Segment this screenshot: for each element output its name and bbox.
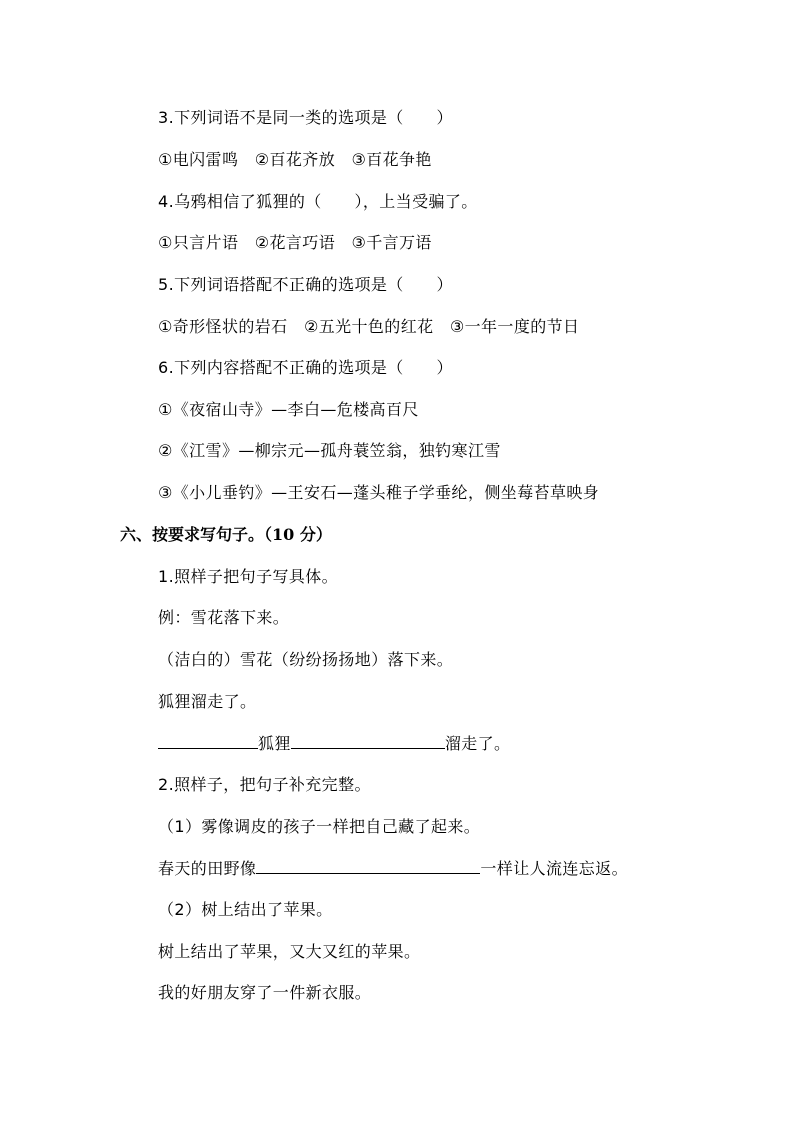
question-4-options: ①只言片语 ②花言巧语 ③千言万语 bbox=[158, 233, 432, 252]
section-6-item-2-part-2-model: 树上结出了苹果，又大又红的苹果。 bbox=[158, 942, 421, 961]
question-5: 5.下列词语搭配不正确的选项是（ ） bbox=[158, 275, 453, 294]
question-3: 3.下列词语不是同一类的选项是（ ） bbox=[158, 108, 453, 127]
section-6-item-2: 2.照样子，把句子补充完整。 bbox=[158, 775, 371, 794]
fill-text: 狐狸 bbox=[258, 734, 291, 753]
question-3-options: ①电闪雷鸣 ②百花齐放 ③百花争艳 bbox=[158, 150, 432, 169]
section-6-item-1-model: （洁白的）雪花（纷纷扬扬地）落下来。 bbox=[158, 650, 454, 669]
question-4: 4.乌鸦相信了狐狸的（ ），上当受骗了。 bbox=[158, 192, 478, 211]
fill-blank[interactable] bbox=[291, 733, 445, 749]
question-6-option-2: ②《江雪》—柳宗元—孤舟蓑笠翁，独钓寒江雪 bbox=[158, 441, 501, 460]
section-6-item-2-part-1-fill-line bbox=[158, 858, 628, 879]
fill-blank[interactable] bbox=[158, 733, 258, 749]
fill-blank[interactable] bbox=[256, 858, 480, 874]
fill-text: 溜走了。 bbox=[444, 734, 511, 753]
question-6-option-1: ①《夜宿山寺》—李白—危楼高百尺 bbox=[158, 400, 419, 419]
question-6-option-3: ③《小儿垂钓》—王安石—蓬头稚子学垂纶，侧坐莓苔草映身 bbox=[158, 483, 600, 502]
question-6: 6.下列内容搭配不正确的选项是（ ） bbox=[158, 358, 453, 377]
section-6-item-1: 1.照样子把句子写具体。 bbox=[158, 567, 339, 586]
section-6-item-1-task: 狐狸溜走了。 bbox=[158, 692, 257, 711]
fill-text: 一样让人流连忘返。 bbox=[480, 859, 629, 878]
section-6-item-2-part-2: （2）树上结出了苹果。 bbox=[158, 900, 333, 919]
fill-text: 春天的田野像 bbox=[158, 859, 257, 878]
question-5-options: ①奇形怪状的岩石 ②五光十色的红花 ③一年一度的节日 bbox=[158, 317, 580, 336]
section-6-item-1-example: 例：雪花落下来。 bbox=[158, 608, 290, 627]
section-6-title: 六、按要求写句子。（10 分） bbox=[120, 525, 332, 544]
section-6-item-2-part-2-task: 我的好朋友穿了一件新衣服。 bbox=[158, 983, 372, 1002]
section-6-item-2-part-1: （1）雾像调皮的孩子一样把自己藏了起来。 bbox=[158, 817, 481, 836]
section-6-item-1-fill-line bbox=[158, 733, 510, 754]
